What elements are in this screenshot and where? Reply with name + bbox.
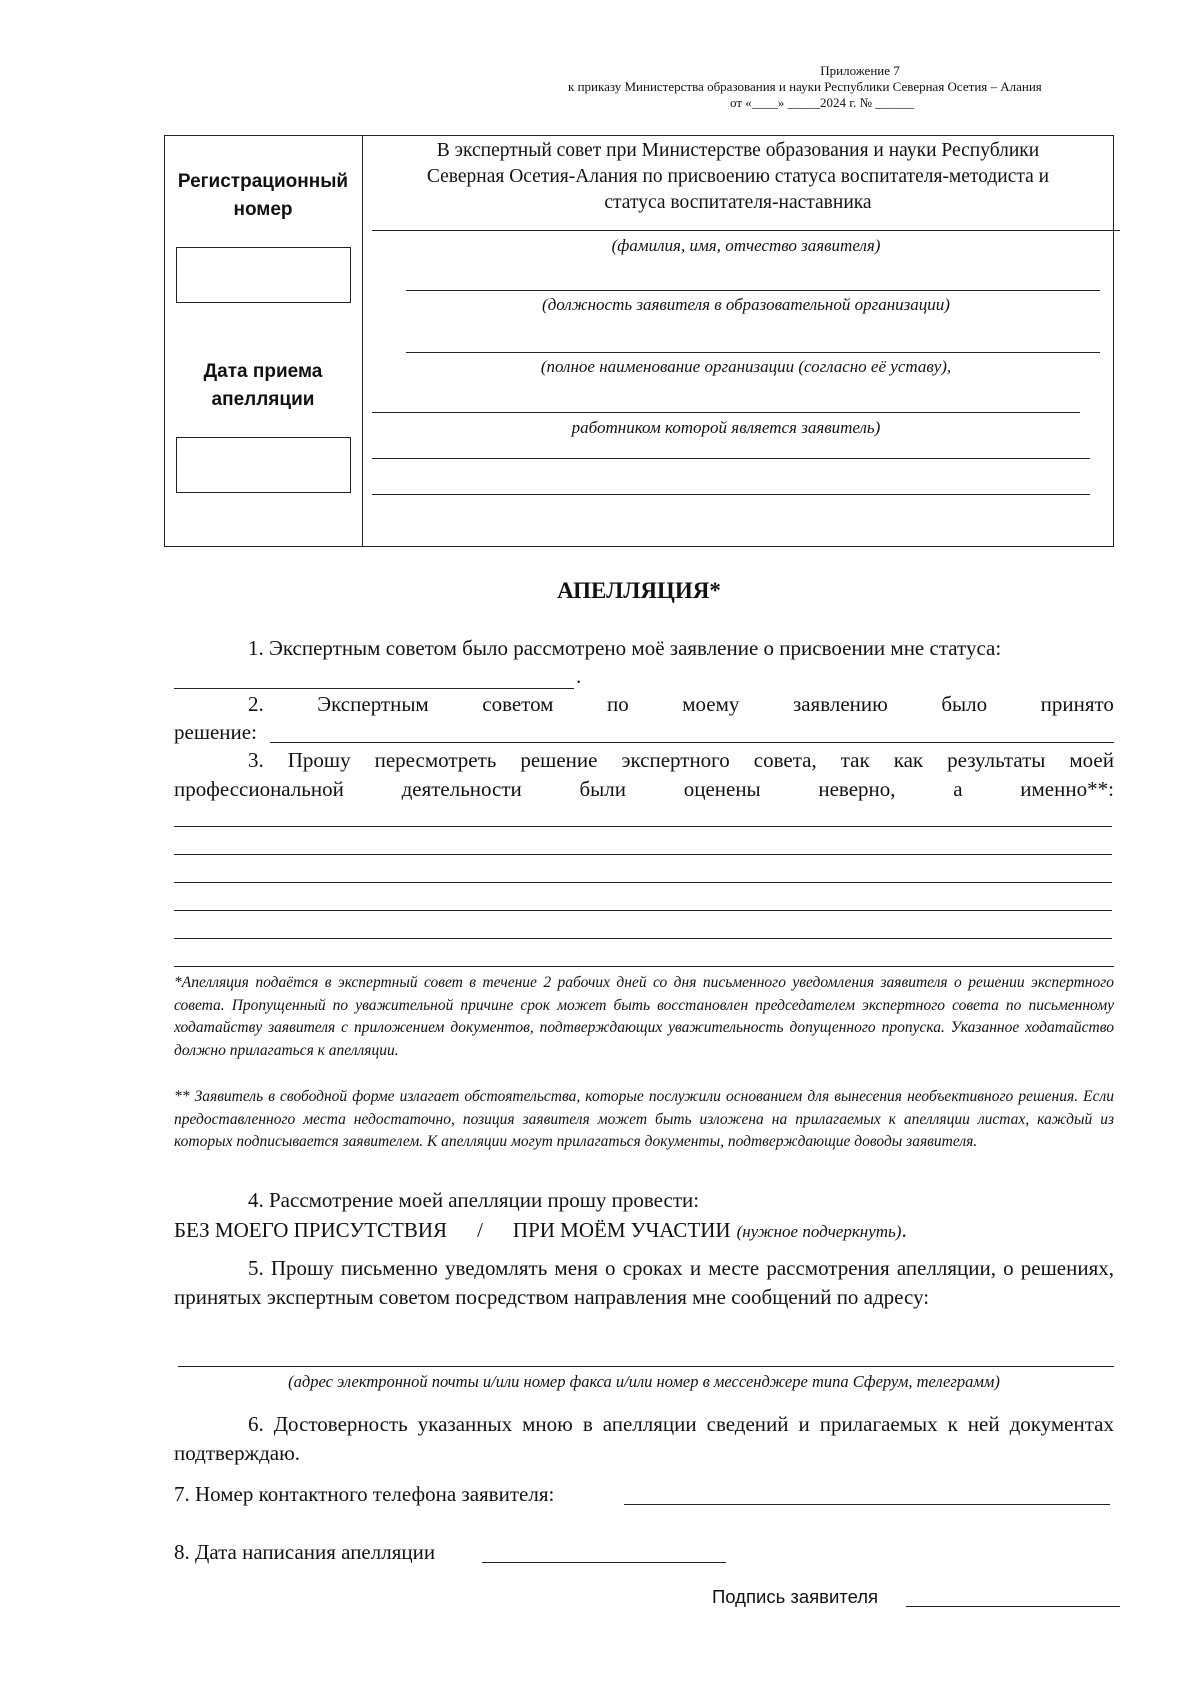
organization-line[interactable]: [406, 352, 1100, 353]
phone-field[interactable]: [624, 1504, 1110, 1505]
order-reference: к приказу Министерства образования и науки Республики Северная Осетия – Алания: [568, 79, 1042, 94]
reason-line-4[interactable]: [174, 910, 1112, 911]
extra-line-2[interactable]: [372, 494, 1090, 495]
addressee-line-1: В экспертный совет при Министерстве образования и науки Республики: [436, 140, 1040, 161]
reason-line-5[interactable]: [174, 938, 1112, 939]
addressee-line-3: статуса воспитателя-наставника: [604, 192, 872, 213]
phone-label: 7. Номер контактного телефона заявителя:: [174, 1482, 555, 1506]
option-hint: (нужное подчеркнуть): [736, 1222, 902, 1241]
reason-line-2[interactable]: [174, 854, 1112, 855]
option-without-presence[interactable]: БЕЗ МОЕГО ПРИСУТСТВИЯ: [174, 1218, 448, 1242]
item-2-word: было: [941, 692, 988, 716]
date-field[interactable]: [482, 1562, 726, 1563]
registration-number-label-1: Регистрационный: [177, 171, 349, 192]
option-separator: /: [477, 1218, 483, 1242]
date-label: 8. Дата написания апелляции: [174, 1540, 436, 1564]
footnote-1: *Апелляция подаётся в экспертный совет в течение 2 рабочих дней со дня письменного уведомления заявителя о решении экспертного совета. Пропущенный по уважительной причине срок может быть восстановлен председателем экспертного совета по письменному ходатайству заявителя с приложением документов, подтверждающих уважительность допущенного пропуска. Указанное ходатайство должно прилагаться к апелляции.: [174, 974, 1114, 1059]
item-2-end: решение:: [174, 720, 257, 744]
item-1-end: .: [576, 664, 582, 688]
address-line[interactable]: [178, 1366, 1114, 1367]
footnote-separator: [174, 966, 1114, 967]
item-2-text: [248, 690, 1114, 719]
item-2-word: принято: [1040, 692, 1114, 716]
fio-line[interactable]: [372, 230, 1120, 231]
organization-line-2[interactable]: [372, 412, 1080, 413]
item-3-line-1: 3. Прошу пересмотреть решение экспертного совета, так как результаты моей: [248, 748, 1114, 772]
order-date: от «____» _____2024 г. № ______: [730, 95, 915, 110]
box-divider: [362, 135, 363, 547]
decision-line[interactable]: [270, 742, 1114, 743]
registration-number-label-2: номер: [233, 199, 293, 220]
signature-label: Подпись заявителя: [712, 1586, 879, 1607]
address-hint: (адрес электронной почты и/или номер факса и/или номер в мессенджере типа Сферум, телеграмм): [288, 1372, 1000, 1391]
status-line[interactable]: [174, 688, 574, 689]
item-1-text: 1. Экспертным советом было рассмотрено моё заявление о присвоении мне статуса:: [248, 636, 1002, 660]
document-title: АПЕЛЛЯЦИЯ*: [557, 578, 721, 603]
reason-line-1[interactable]: [174, 826, 1112, 827]
extra-line-1[interactable]: [372, 458, 1090, 459]
item-3-word: профессиональной: [174, 777, 344, 801]
registration-number-field[interactable]: [176, 247, 351, 303]
addressee-line-2: Северная Осетия-Алания по присвоению статуса воспитателя-методиста и: [426, 166, 1050, 187]
reason-line-3[interactable]: [174, 882, 1112, 883]
fio-hint: (фамилия, имя, отчество заявителя): [611, 236, 881, 255]
item-3-word: были: [579, 777, 626, 801]
organization-hint: (полное наименование организации (согласно её уставу),: [540, 357, 952, 376]
item-4-text: 4. Рассмотрение моей апелляции прошу провести:: [248, 1188, 700, 1212]
date-received-label-1: Дата приема: [203, 361, 323, 382]
position-line[interactable]: [406, 290, 1100, 291]
item-3-word: деятельности: [401, 777, 522, 801]
item-6-text: 6. Достоверность указанных мною в апелляции сведений и прилагаемых к ней документах подтверждаю.: [174, 1412, 1114, 1465]
option-with-participation[interactable]: ПРИ МОЁМ УЧАСТИИ: [512, 1218, 731, 1242]
item-3-word: именно**:: [1020, 777, 1114, 801]
item-2-word: по: [607, 692, 629, 716]
employee-hint: работником которой является заявитель): [571, 418, 881, 437]
item-3-word: неверно,: [818, 777, 896, 801]
annex-number: Приложение 7: [820, 63, 900, 78]
option-end: .: [901, 1218, 907, 1242]
item-2-word: Экспертным: [317, 692, 429, 716]
item-4-options: [174, 1216, 907, 1246]
item-2-word: 2.: [248, 692, 264, 716]
item-5-text: 5. Прошу письменно уведомлять меня о сроках и месте рассмотрения апелляции, о решениях, принятых экспертным советом посредством направления мне сообщений по адресу:: [174, 1256, 1114, 1309]
signature-field[interactable]: [906, 1606, 1120, 1607]
position-hint: (должность заявителя в образовательной организации): [542, 295, 950, 314]
item-3-word: а: [953, 777, 963, 801]
item-2-word: советом: [482, 692, 554, 716]
date-received-label-2: апелляции: [211, 389, 315, 410]
item-3-word: оценены: [683, 777, 761, 801]
item-2-word: моему: [682, 692, 740, 716]
item-3-line-2: [174, 775, 1114, 804]
item-2-word: заявлению: [792, 692, 888, 716]
date-received-field[interactable]: [176, 437, 351, 493]
footnote-2: ** Заявитель в свободной форме излагает обстоятельства, которые послужили основанием для вынесения необъективного решения. Если предоставленного места недостаточно, позиция заявителя может быть изложена на прилагаемых к апелляции листах, каждый из которых подписывается заявителем. К апелляции могут прилагаться документы, подтверждающие доводы заявителя.: [174, 1088, 1114, 1150]
